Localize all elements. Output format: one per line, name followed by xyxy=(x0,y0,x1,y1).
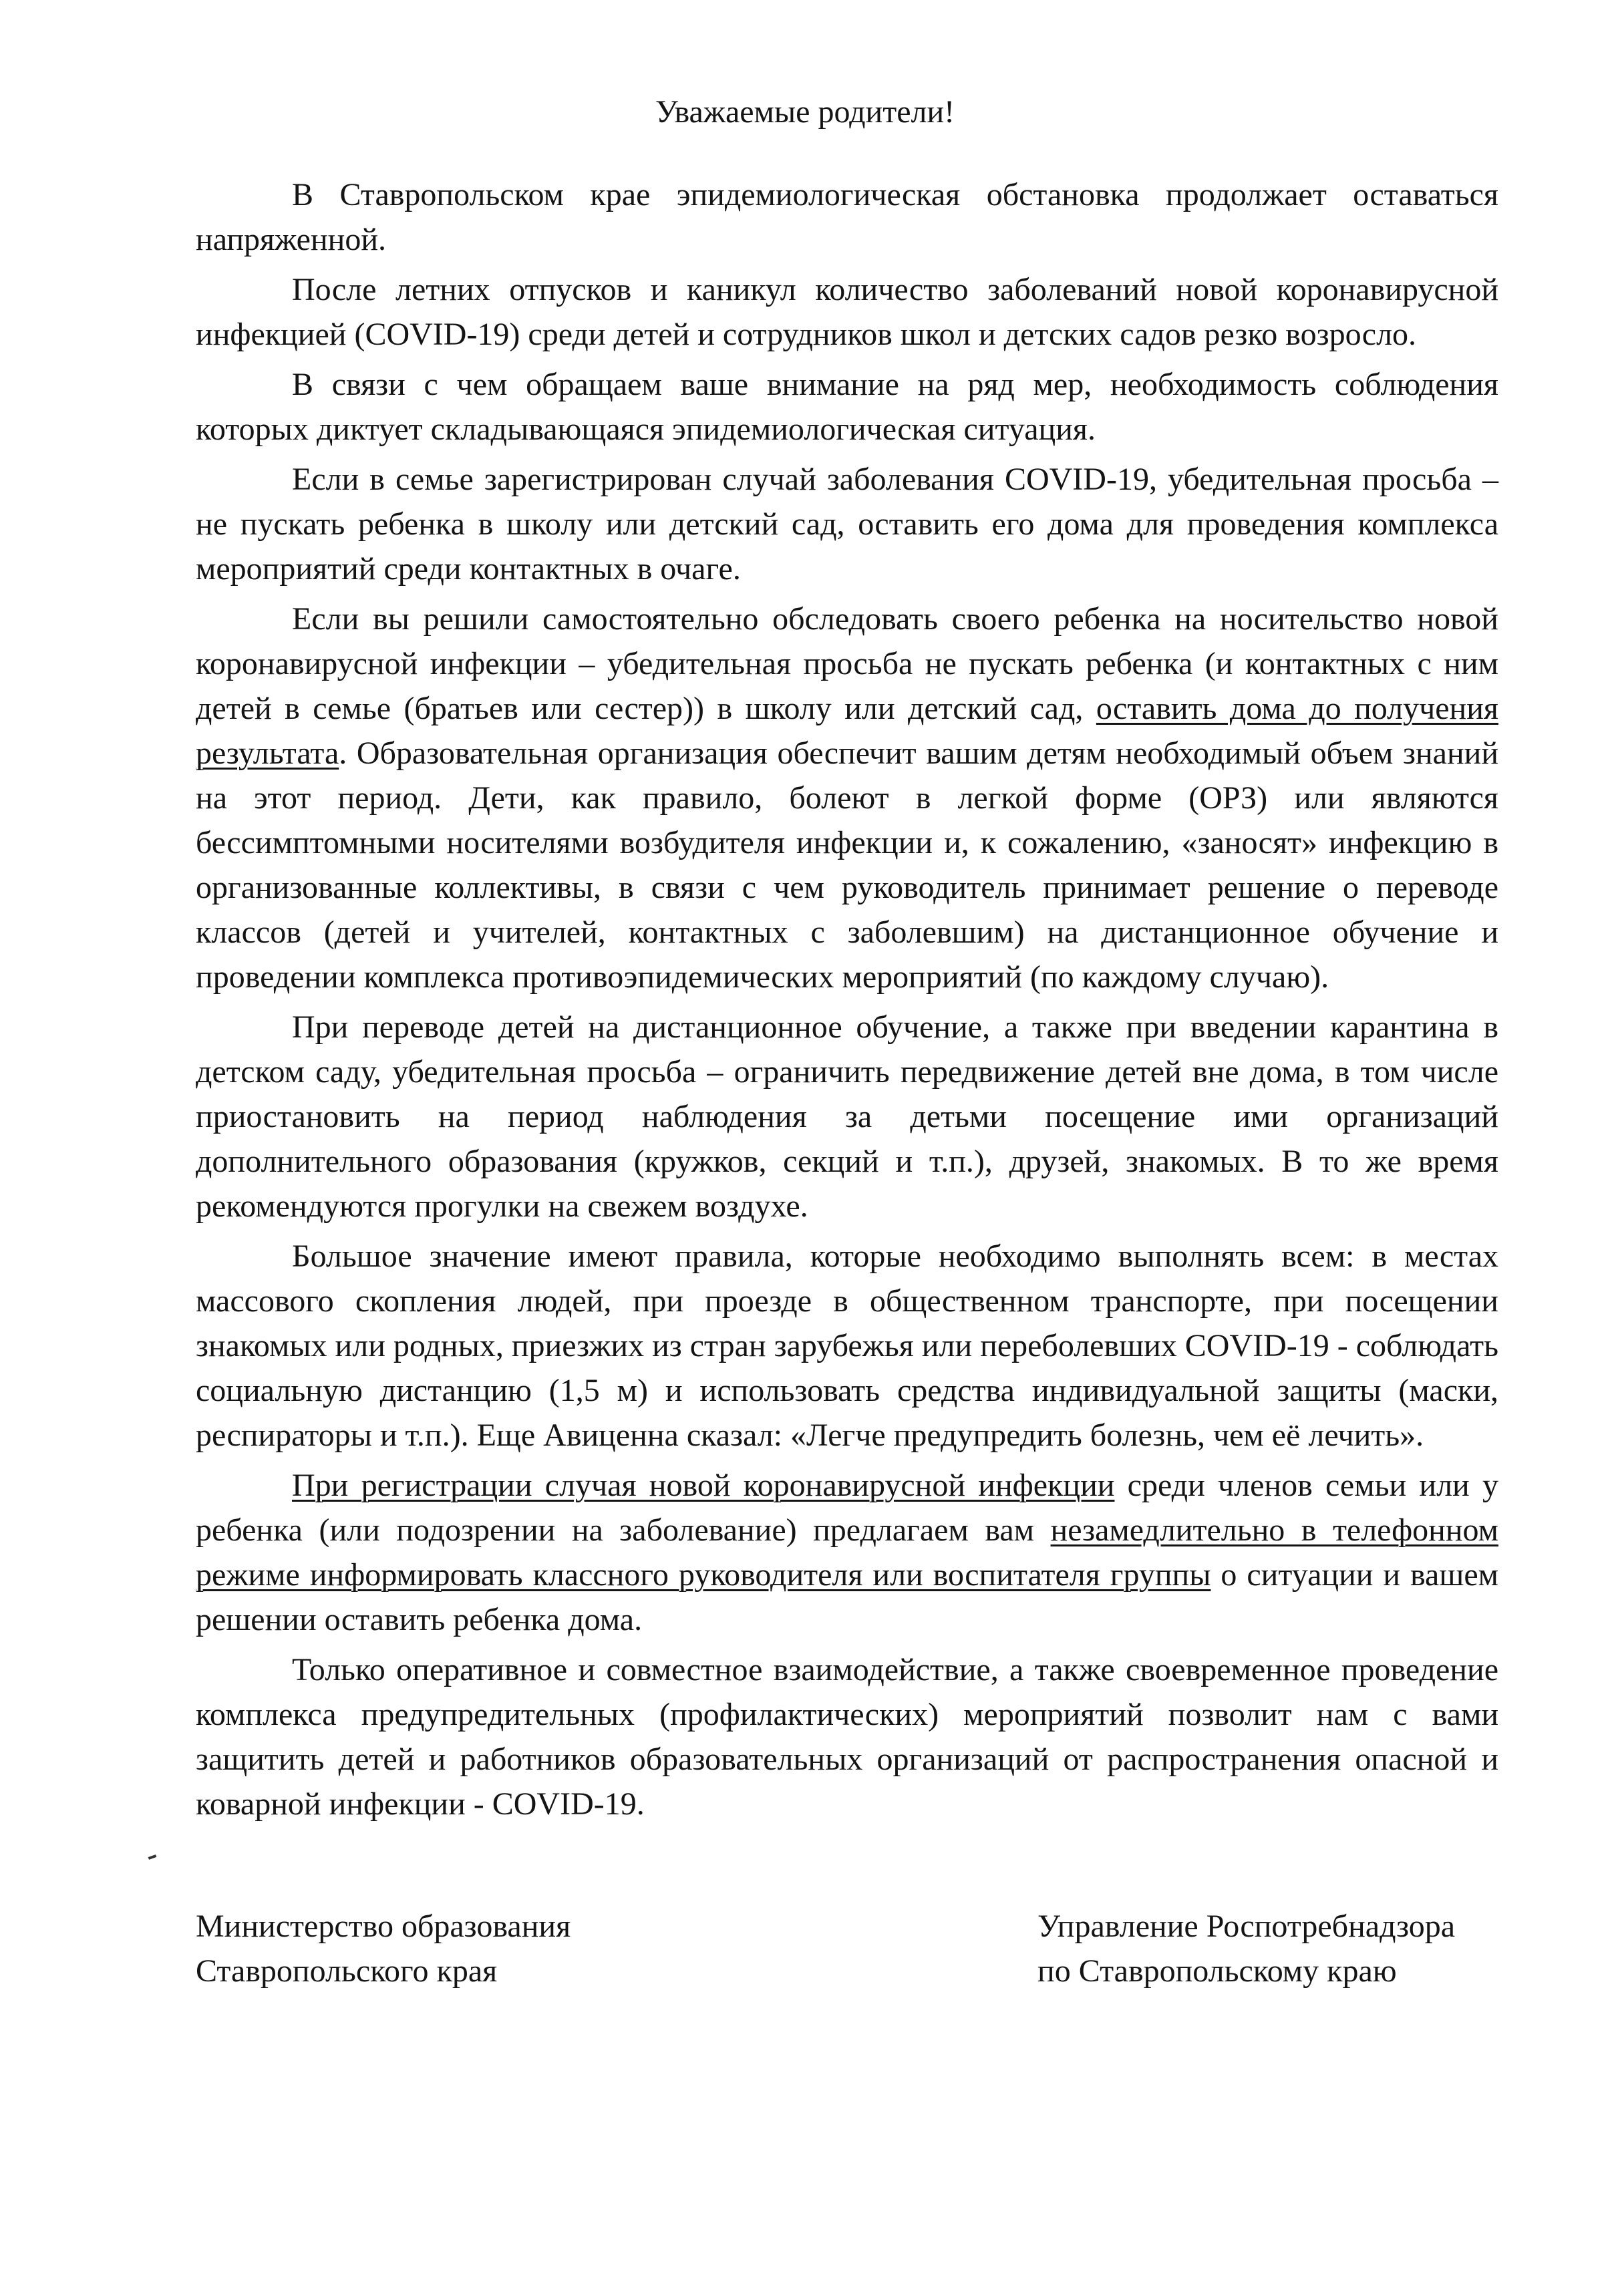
signature-right xyxy=(1037,1904,1455,1993)
signature-right-line-2: по Ставропольскому краю xyxy=(1037,1953,1397,1989)
paragraph-5-underlined: оставить дома до получения результата xyxy=(196,691,1498,771)
paragraph-8-underlined-2: незамедлительно в телефонном режиме информировать классного руководителя или воспитателя группы xyxy=(196,1512,1499,1593)
signature-left-line-1: Министерство образования xyxy=(196,1909,571,1944)
document-title: Уважаемые родители! xyxy=(655,94,955,130)
signature-right-line-1: Управление Роспотребнадзора xyxy=(1037,1909,1456,1944)
paragraph-8-text-a: среди членов семьи или у ребенка (или подозрении на заболевание) предлагаем вам xyxy=(196,1468,1498,1548)
paragraph-6: При переводе детей на дистанционное обучение, а также при введении карантина в детском саду, убедительная просьба – ограничить передвижение детей вне дома, в том числе приостановить на период наблюдения за детьми посещение ими организаций дополнительного образования (кружков, секций и т.п.), друзей, знакомых. В то же время рекомендуются прогулки на свежем воздухе. xyxy=(196,1009,1498,1224)
paragraph-5-text-a: Если вы решили самостоятельно обследовать своего ребенка на носительство новой коронавирусной инфекции – убедительная просьба не пускать ребенка (и контактных с ним детей в семье (братьев или сестер)) в школу или детский сад, xyxy=(196,601,1498,726)
signature-left xyxy=(196,1904,571,1993)
paragraph-4: Если в семье зарегистрирован случай заболевания COVID-19, убедительная просьба – не пускать ребенка в школу или детский сад, оставить его дома для проведения комплекса мероприятий среди контактных в очаге. xyxy=(196,462,1498,587)
paragraph-3: В связи с чем обращаем ваше внимание на ряд мер, необходимость соблюдения которых диктует складывающаяся эпидемиологическая ситуация. xyxy=(196,367,1498,447)
paragraph-8-underlined-1: При регистрации случая новой коронавирусной инфекции xyxy=(292,1468,1115,1503)
paragraph-2: После летних отпусков и каникул количество заболеваний новой коронавирусной инфекцией (COVID-19) среди детей и сотрудников школ и детских садов резко возросло. xyxy=(196,272,1498,352)
scan-mark xyxy=(148,1854,157,1860)
paragraph-9: Только оперативное и совместное взаимодействие, а также своевременное проведение комплекса предупредительных (профилактических) мероприятий позволит нам с вами защитить детей и работников образовательных организаций от распространения опасной и коварной инфекции - COVID-19. xyxy=(196,1652,1498,1822)
signature-block xyxy=(196,1904,1518,2011)
paragraph-5 xyxy=(196,597,1498,999)
document-body xyxy=(196,172,1498,1832)
paragraph-8 xyxy=(196,1463,1498,1642)
signature-left-line-2: Ставропольского края xyxy=(196,1953,498,1989)
paragraph-8-text-b: о ситуации и вашем решении оставить ребенка дома. xyxy=(196,1557,1499,1637)
paragraph-1: В Ставропольском крае эпидемиологическая обстановка продолжает оставаться напряженной. xyxy=(196,177,1498,257)
paragraph-5-text-b: . Образовательная организация обеспечит вашим детям необходимый объем знаний на этот период. Дети, как правило, болеют в легкой форме (ОРЗ) или являются бессимптомными носителями возбудителя инфекции и, к сожалению, «заносят» инфекцию в организованные коллективы, в связи с чем руководитель принимает решение о переводе классов (детей и учителей, контактных с заболевшим) на дистанционное обучение и проведении комплекса противоэпидемических мероприятий (по каждому случаю). xyxy=(196,735,1498,995)
paragraph-7: Большое значение имеют правила, которые необходимо выполнять всем: в местах массового скопления людей, при проезде в общественном транспорте, при посещении знакомых или родных, приезжих из стран зарубежья или переболевших COVID-19 - соблюдать социальную дистанцию (1,5 м) и использовать средства индивидуальной защиты (маски, респираторы и т.п.). Еще Авиценна сказал: «Легче предупредить болезнь, чем её лечить». xyxy=(196,1239,1498,1453)
